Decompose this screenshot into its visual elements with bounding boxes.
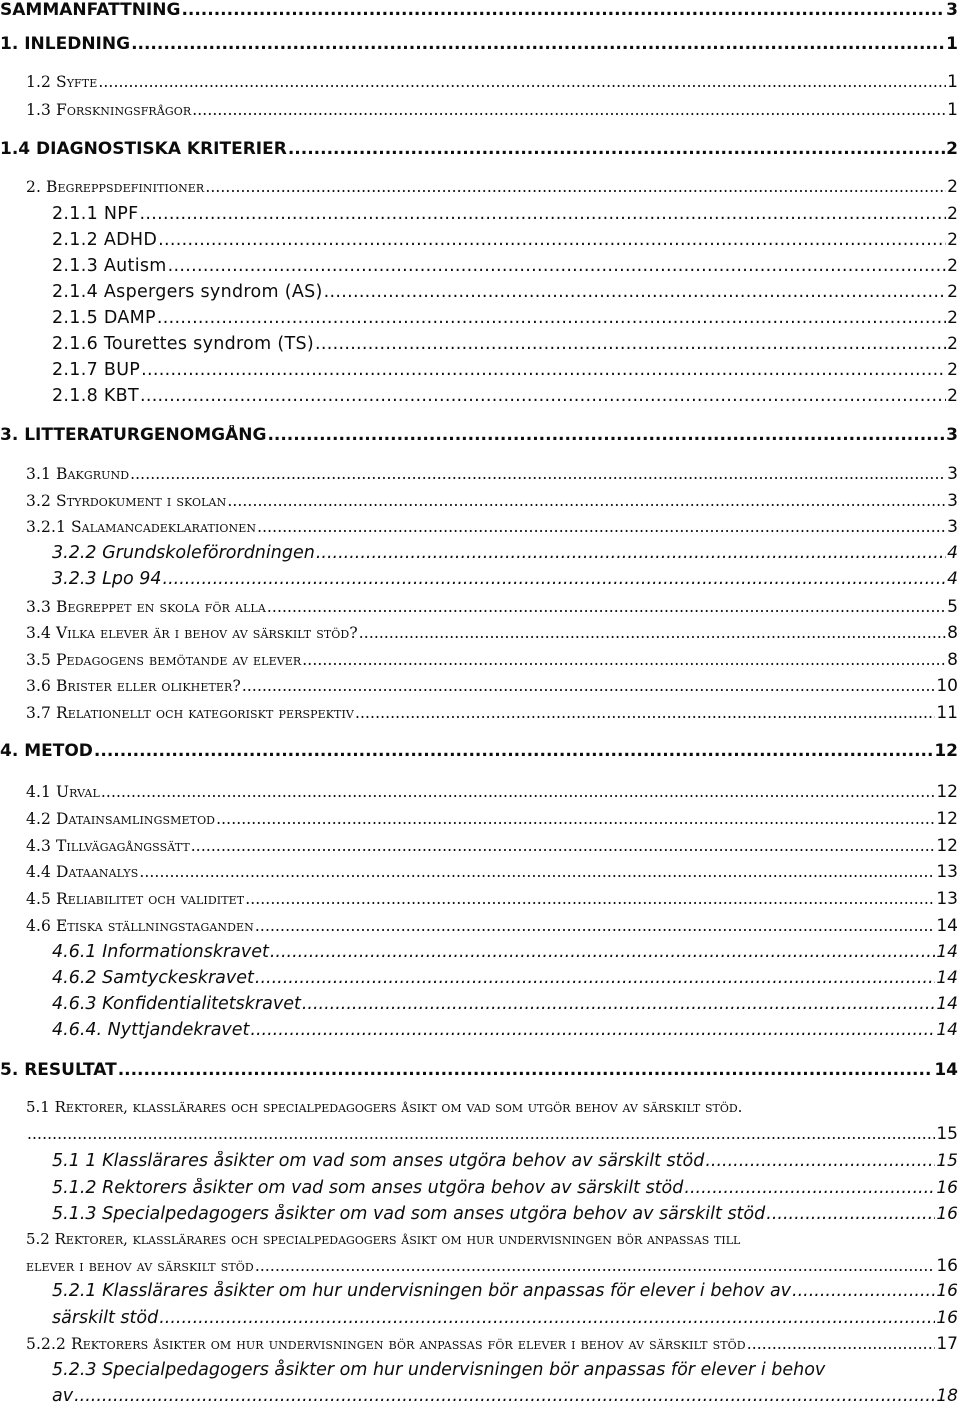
toc-entry[interactable] — [26, 517, 958, 541]
dot-leader — [359, 624, 946, 642]
toc-entry[interactable] — [0, 1060, 958, 1084]
dot-leader — [141, 360, 946, 380]
toc-entry-page-number: 14 — [936, 968, 958, 988]
toc-entry[interactable] — [52, 968, 958, 992]
toc-entry[interactable] — [52, 1281, 958, 1305]
toc-entry-page-number: 12 — [934, 741, 958, 761]
toc-entry[interactable] — [52, 334, 958, 358]
toc-entry[interactable] — [52, 942, 958, 966]
toc-entry[interactable] — [52, 204, 958, 228]
toc-entry[interactable] — [52, 256, 958, 280]
toc-entry-label: 2.1.7 BUP — [52, 360, 141, 380]
toc-entry[interactable] — [26, 72, 958, 96]
toc-entry-page-number: 14 — [936, 994, 958, 1014]
toc-entry-label: 2.1.6 Tourettes syndrom (TS) — [52, 334, 315, 354]
toc-entry[interactable] — [26, 177, 958, 201]
toc-entry-label: 4.4 Dataanalys — [26, 863, 139, 881]
toc-entry-page-number: 12 — [936, 782, 958, 802]
toc-entry-page-number: 12 — [936, 836, 958, 856]
toc-entry[interactable] — [52, 1178, 958, 1202]
toc-entry[interactable] — [26, 1124, 958, 1148]
dot-leader — [227, 492, 946, 510]
dot-leader — [140, 386, 946, 406]
toc-entry-label: 5.1 1 Klasslärares åsikter om vad som anses utgöra behov av särskilt stöd — [52, 1151, 705, 1171]
dot-leader — [168, 256, 947, 276]
toc-entry-page-number: 3 — [947, 464, 958, 484]
dot-leader — [98, 73, 946, 91]
toc-entry-page-number: 2 — [947, 230, 958, 250]
dot-leader — [159, 1308, 935, 1328]
dot-leader — [191, 837, 936, 855]
toc-entry-label: 3.2.3 Lpo 94 — [52, 569, 162, 589]
toc-entry[interactable] — [26, 862, 958, 886]
dot-leader — [101, 783, 935, 801]
toc-entry-label: 4.1 Urval — [26, 783, 100, 801]
dot-leader — [302, 651, 946, 669]
toc-entry[interactable] — [26, 597, 958, 621]
toc-entry[interactable] — [26, 1256, 958, 1280]
dot-leader — [245, 890, 935, 908]
toc-entry-label: 3.1 Bakgrund — [26, 465, 130, 483]
toc-entry[interactable] — [52, 569, 958, 593]
toc-entry-page-number: 13 — [936, 889, 958, 909]
toc-entry-label: 2.1.4 Aspergers syndrom (AS) — [52, 282, 323, 302]
toc-entry-label: 4.6.4. Nyttjandekravet — [52, 1020, 250, 1040]
toc-entry[interactable] — [26, 836, 958, 860]
dot-leader — [747, 1335, 936, 1353]
toc-entry[interactable] — [52, 282, 958, 306]
toc-entry[interactable] — [26, 889, 958, 913]
toc-entry-label: 1.3 Forskningsfrågor — [26, 101, 192, 119]
dot-leader — [705, 1151, 935, 1171]
toc-entry[interactable] — [52, 1020, 958, 1044]
dot-leader — [130, 465, 946, 483]
toc-entry-page-number: 4 — [947, 569, 958, 589]
dot-leader — [139, 863, 935, 881]
dot-leader — [766, 1204, 935, 1224]
toc-entry[interactable] — [26, 623, 958, 647]
dot-leader — [324, 282, 947, 302]
toc-entry-page-number: 13 — [936, 862, 958, 882]
toc-entry-page-number: 11 — [936, 703, 958, 723]
toc-entry-page-number: 5 — [947, 597, 958, 617]
dot-leader — [255, 917, 935, 935]
toc-entry-label: 4.6.2 Samtyckeskravet — [52, 968, 254, 988]
toc-entry-page-number: 2 — [947, 334, 958, 354]
toc-entry-label: 3.2 Styrdokument i skolan — [26, 492, 227, 510]
toc-entry-label: 5.1.3 Specialpedagogers åsikter om vad som anses utgöra behov av särskilt stöd — [52, 1204, 766, 1224]
toc-entry-page-number: 3 — [946, 0, 958, 20]
toc-entry-label: 3.6 Brister eller olikheter? — [26, 677, 241, 695]
dot-leader — [792, 1281, 935, 1301]
toc-entry-label: 2.1.8 KBT — [52, 386, 139, 406]
toc-entry-page-number: 1 — [946, 34, 958, 54]
toc-entry-page-number: 1 — [947, 72, 958, 92]
toc-entry[interactable] — [52, 543, 958, 567]
toc-entry-page-number: 2 — [947, 308, 958, 328]
toc-entry[interactable] — [52, 360, 958, 384]
toc-entry-label: 3.5 Pedagogens bemötande av elever — [26, 651, 302, 669]
dot-leader — [94, 741, 933, 761]
toc-entry-page-number: 8 — [947, 650, 958, 670]
toc-entry-label: 5.1.2 Rektorers åsikter om vad som anses utgöra behov av särskilt stöd — [52, 1178, 684, 1198]
dot-leader — [157, 308, 946, 328]
toc-entry-page-number: 2 — [947, 204, 958, 224]
toc-entry-label: 3.2.2 Grundskoleförordningen — [52, 543, 315, 563]
dot-leader — [270, 942, 936, 962]
toc-entry-label: 3.7 Relationellt och kategoriskt perspektiv — [26, 704, 354, 722]
toc-entry-label: 1.4 DIAGNOSTISKA KRITERIER — [0, 139, 287, 159]
dot-leader — [163, 569, 947, 589]
toc-entry-label: 4.6 Etiska ställningstaganden — [26, 917, 254, 935]
toc-entry-label: 2.1.5 DAMP — [52, 308, 156, 328]
dot-leader — [257, 518, 946, 536]
toc-entry[interactable] — [0, 139, 958, 163]
dot-leader — [255, 1257, 936, 1275]
toc-entry-label: elever i behov av särskilt stöd — [26, 1257, 254, 1275]
toc-entry[interactable] — [26, 1334, 958, 1358]
toc-entry-label: 2. Begreppsdefinitioner — [26, 178, 205, 196]
toc-entry[interactable] — [52, 1204, 958, 1228]
toc-entry[interactable] — [0, 425, 958, 449]
dot-leader — [315, 334, 946, 354]
toc-entry-page-number: 10 — [936, 676, 958, 696]
toc-entry[interactable] — [52, 230, 958, 254]
toc-entry-page-number: 14 — [934, 1060, 958, 1080]
toc-entry-label: SAMMANFATTNING — [0, 0, 181, 20]
toc-entry[interactable] — [52, 1308, 958, 1332]
toc-entry-label: 3.3 Begreppet en skola för alla — [26, 598, 266, 616]
toc-entry-page-number: 18 — [936, 1386, 958, 1406]
dot-leader — [316, 543, 946, 563]
toc-entry-page-number: 2 — [946, 139, 958, 159]
toc-entry-page-number: 2 — [947, 177, 958, 197]
dot-leader — [118, 1060, 934, 1080]
toc-entry-label: 5.2.1 Klasslärares åsikter om hur undervisningen bör anpassas för elever i behov av — [52, 1281, 792, 1301]
toc-entry-page-number: 14 — [936, 942, 958, 962]
toc-entry-wrapped-line[interactable]: 5.2.3 Specialpedagogers åsikter om hur undervisningen bör anpassas för elever i behov — [52, 1360, 826, 1380]
dot-leader — [140, 204, 947, 224]
toc-entry-label: 4.6.1 Informationskravet — [52, 942, 269, 962]
toc-entry-page-number: 2 — [947, 360, 958, 380]
toc-entry-page-number: 1 — [947, 100, 958, 120]
toc-entry-page-number: 16 — [936, 1281, 958, 1301]
dot-leader — [684, 1178, 935, 1198]
toc-entry[interactable] — [52, 1151, 958, 1175]
toc-entry-label: 3.2.1 Salamancadeklarationen — [26, 518, 257, 536]
dot-leader — [216, 810, 935, 828]
dot-leader — [192, 101, 946, 119]
toc-entry[interactable] — [26, 703, 958, 727]
toc-entry-label: 2.1.3 Autism — [52, 256, 167, 276]
dot-leader — [288, 139, 945, 159]
dot-leader — [255, 968, 935, 988]
toc-entry-page-number: 16 — [936, 1178, 958, 1198]
dot-leader — [302, 994, 936, 1014]
toc-entry-label: 4.5 Reliabilitet och validitet — [26, 890, 245, 908]
toc-entry[interactable] — [0, 0, 958, 24]
toc-entry-page-number: 12 — [936, 809, 958, 829]
dot-leader — [250, 1020, 935, 1040]
toc-entry[interactable] — [26, 650, 958, 674]
toc-entry-label: 4.2 Datainsamlingsmetod — [26, 810, 216, 828]
toc-entry[interactable] — [0, 741, 958, 765]
toc-entry-wrapped-line[interactable]: 5.2 Rektorer, klasslärares och specialpedagogers åsikt om hur undervisningen bör anpassas till — [26, 1230, 741, 1248]
toc-entry[interactable] — [26, 809, 958, 833]
toc-entry-page-number: 8 — [947, 623, 958, 643]
toc-entry-page-number: 16 — [936, 1256, 958, 1276]
toc-entry-page-number: 16 — [936, 1308, 958, 1328]
dot-leader — [205, 178, 946, 196]
toc-entry-label: 5.2.2 Rektorers åsikter om hur undervisningen bör anpassas för elever i behov av särskilt stöd — [26, 1335, 746, 1353]
toc-entry-page-number: 2 — [947, 386, 958, 406]
toc-entry[interactable] — [26, 676, 958, 700]
dot-leader — [181, 0, 945, 20]
toc-entry[interactable] — [26, 782, 958, 806]
toc-entry-label: särskilt stöd — [52, 1308, 159, 1328]
toc-entry[interactable] — [52, 1386, 958, 1410]
dot-leader — [267, 598, 946, 616]
toc-entry-label: av — [52, 1386, 74, 1406]
toc-entry-page-number: 16 — [936, 1204, 958, 1224]
toc-entry-page-number: 4 — [947, 543, 958, 563]
toc-entry-page-number: 3 — [947, 517, 958, 537]
toc-entry-page-number: 14 — [936, 1020, 958, 1040]
dot-leader — [27, 1125, 935, 1143]
toc-entry[interactable] — [26, 491, 958, 515]
toc-entry-page-number: 2 — [947, 282, 958, 302]
toc-entry-page-number: 2 — [947, 256, 958, 276]
toc-entry-page-number: 3 — [947, 491, 958, 511]
toc-entry-label: 5. RESULTAT — [0, 1060, 117, 1080]
toc-entry-page-number: 17 — [936, 1334, 958, 1354]
toc-entry[interactable] — [0, 34, 958, 58]
dot-leader — [242, 677, 936, 695]
toc-entry-label: 1. INLEDNING — [0, 34, 131, 54]
toc-entry-label: 4. METOD — [0, 741, 93, 761]
toc-entry-page-number: 14 — [936, 916, 958, 936]
dot-leader — [267, 425, 945, 445]
toc-entry-label: 2.1.2 ADHD — [52, 230, 158, 250]
toc-entry[interactable] — [52, 386, 958, 410]
toc-entry-page-number: 3 — [946, 425, 958, 445]
toc-entry-label: 4.6.3 Konfidentialitetskravet — [52, 994, 301, 1014]
toc-entry[interactable] — [52, 308, 958, 332]
toc-entry-label: 2.1.1 NPF — [52, 204, 139, 224]
toc-entry-label: 4.3 Tillvägagångssätt — [26, 837, 190, 855]
dot-leader — [131, 34, 945, 54]
toc-entry[interactable] — [26, 464, 958, 488]
dot-leader — [355, 704, 935, 722]
toc-entry[interactable] — [52, 994, 958, 1018]
toc-entry[interactable] — [26, 100, 958, 124]
toc-entry[interactable] — [26, 916, 958, 940]
toc-entry-label: 3.4 Vilka elever är i behov av särskilt stöd? — [26, 624, 358, 642]
dot-leader — [74, 1386, 935, 1406]
toc-entry-label: 1.2 Syfte — [26, 73, 98, 91]
toc-entry-page-number: 15 — [936, 1124, 958, 1144]
toc-entry-label: 3. LITTERATURGENOMGÅNG — [0, 425, 267, 445]
toc-entry-page-number: 15 — [936, 1151, 958, 1171]
dot-leader — [158, 230, 946, 250]
toc-entry-wrapped-line[interactable]: 5.1 Rektorer, klasslärares och specialpedagogers åsikt om vad som utgör behov av särskilt stöd. — [26, 1098, 743, 1116]
